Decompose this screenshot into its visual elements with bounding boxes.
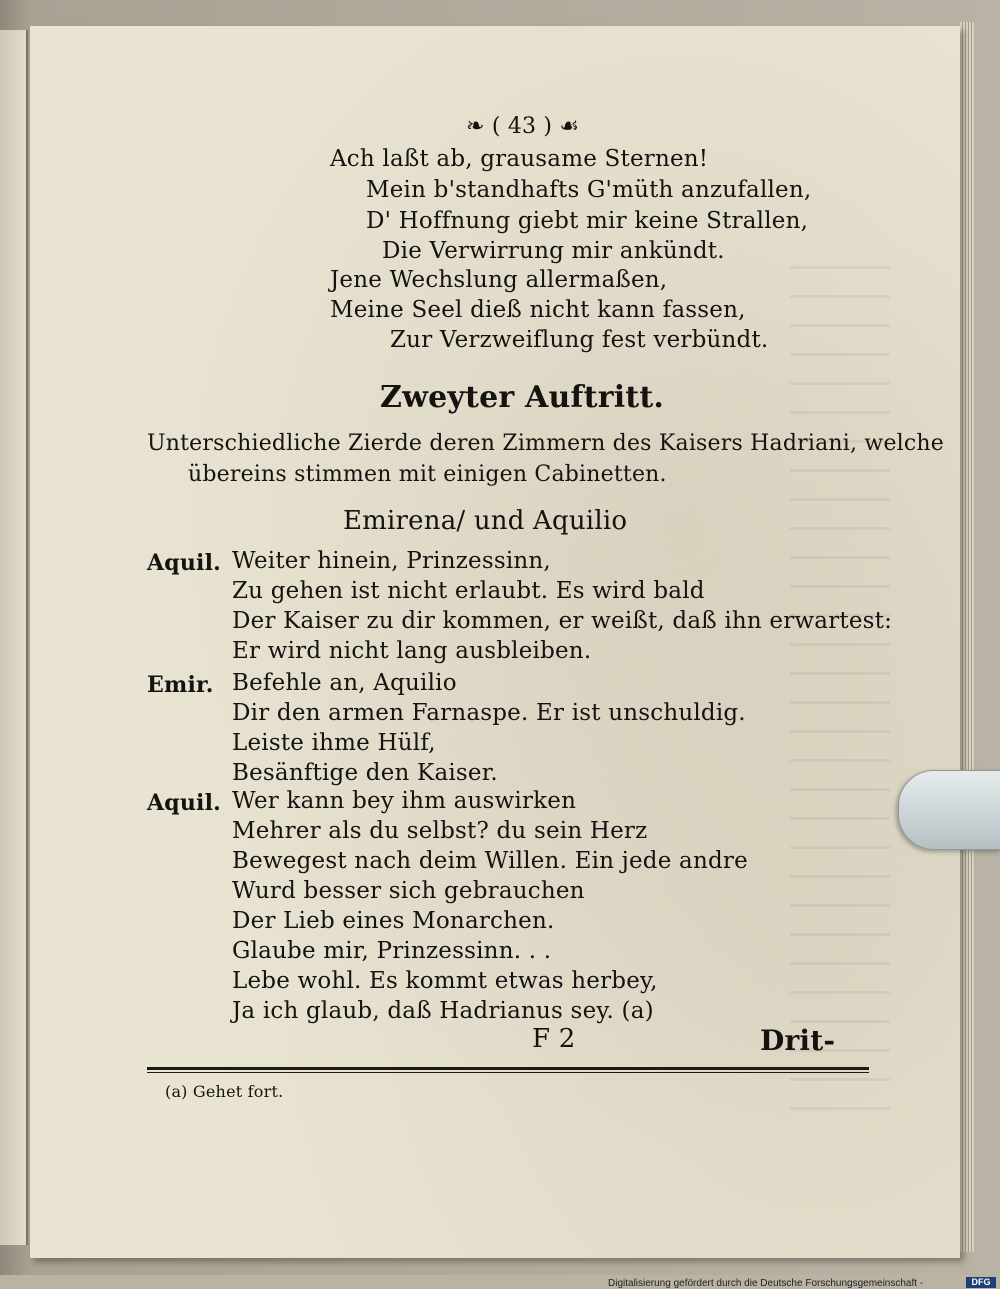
dialogue-line: Mehrer als du selbst? du sein Herz xyxy=(232,818,648,844)
ornament-left: ❧ xyxy=(466,114,485,139)
dialogue-line: Glaube mir, Prinzessinn. . . xyxy=(232,938,552,964)
aria-line-5: Jene Wechslung allermaßen, xyxy=(330,267,668,293)
signature-mark: F 2 xyxy=(532,1024,576,1054)
dialogue-line: Zu gehen ist nicht erlaubt. Es wird bald xyxy=(232,578,705,604)
scene-characters: Emirena/ und Aquilio xyxy=(343,506,628,536)
footnote: (a) Gehet fort. xyxy=(165,1082,284,1101)
aria-line-4: Die Verwirrung mir ankündt. xyxy=(382,238,725,264)
page-header: ❧ ( 43 ) ☙ xyxy=(466,114,580,139)
page-marker-tab xyxy=(898,770,1000,850)
stage-direction-line-1: Unterschiedliche Zierde deren Zimmern des Kaisers Hadriani, welche xyxy=(147,431,945,456)
dialogue-line: Weiter hinein, Prinzessinn, xyxy=(232,548,551,574)
speaker-emirena: Emir. xyxy=(147,672,214,698)
dialogue-line: Besänftige den Kaiser. xyxy=(232,760,498,786)
catchword: Drit- xyxy=(760,1024,836,1057)
dialogue-line: Bewegest nach deim Willen. Ein jede andre xyxy=(232,848,748,874)
footnote-rule xyxy=(147,1067,869,1070)
dialogue-line: Der Lieb eines Monarchen. xyxy=(232,908,555,934)
page-stack-edge xyxy=(960,22,974,1252)
dialogue-line: Befehle an, Aquilio xyxy=(232,670,457,696)
digitization-credit: Digitalisierung gefördert durch die Deutsche Forschungsgemeinschaft - xyxy=(608,1278,924,1289)
speaker-aquilio-2: Aquil. xyxy=(147,790,222,816)
dialogue-line: Ja ich glaub, daß Hadrianus sey. (a) xyxy=(232,998,654,1024)
dialogue-line: Wer kann bey ihm auswirken xyxy=(232,788,577,814)
book-page xyxy=(30,26,960,1258)
aria-line-6: Meine Seel dieß nicht kann fassen, xyxy=(330,297,746,323)
left-page-edge xyxy=(0,30,28,1245)
aria-line-3: D' Hoffnung giebt mir keine Strallen, xyxy=(366,208,809,234)
dialogue-line: Dir den armen Farnaspe. Er ist unschuldig. xyxy=(232,700,746,726)
dialogue-line: Wurd besser sich gebrauchen xyxy=(232,878,585,904)
aria-line-2: Mein b'standhafts G'müth anzufallen, xyxy=(366,177,812,203)
aria-line-1: Ach laßt ab, grausame Sternen! xyxy=(330,146,709,172)
ornament-right: ☙ xyxy=(559,114,580,139)
page-number: 43 xyxy=(507,114,537,139)
speaker-aquilio-1: Aquil. xyxy=(147,550,222,576)
dialogue-line: Leiste ihme Hülf, xyxy=(232,730,436,756)
stage-direction-line-2: übereins stimmen mit einigen Cabinetten. xyxy=(188,462,667,487)
dialogue-line: Der Kaiser zu dir kommen, er weißt, daß ihn erwartest: xyxy=(232,608,893,634)
dfg-logo: DFG xyxy=(966,1277,996,1288)
scene-heading: Zweyter Auftritt. xyxy=(380,380,665,415)
dialogue-line: Lebe wohl. Es kommt etwas herbey, xyxy=(232,968,658,994)
footnote-rule-thin xyxy=(147,1072,869,1073)
show-through-text xyxy=(790,266,890,1126)
aria-line-7: Zur Verzweiflung fest verbündt. xyxy=(390,327,769,353)
dialogue-line: Er wird nicht lang ausbleiben. xyxy=(232,638,592,664)
